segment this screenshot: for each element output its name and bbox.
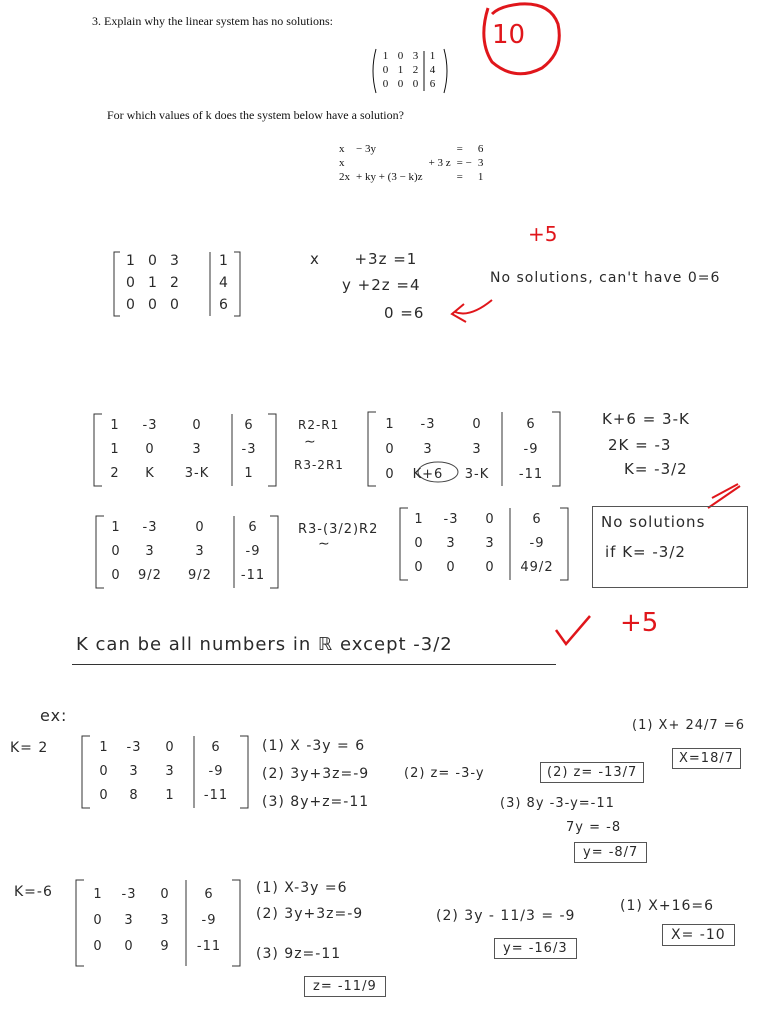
system-row: x + 3 z = − 3 (339, 157, 484, 169)
part1-matrix: 1 0 3 1 0 1 2 4 0 0 0 6 (112, 250, 242, 318)
row-op-r3: R3-2R1 (294, 458, 344, 472)
grade-part2: +5 (620, 608, 659, 638)
row-op-tilde: ∼ (304, 434, 317, 450)
ex1-y-line-1: (3) 8y -3-y=-11 (500, 796, 615, 811)
part2-matrix-2: 1 -3 0 6 0 3 3 -9 0 K+6 3-K -11 (366, 410, 562, 488)
system-row: 2x + ky + (3 − k)z = 1 (339, 171, 484, 183)
side-calc-2: 2K = -3 (608, 436, 672, 454)
ex1-y-box: y= -8/7 (574, 842, 647, 863)
row-op-tilde-2: ∼ (318, 536, 331, 552)
part1-eq2: y +2z =4 (342, 276, 421, 294)
ex1-eq3: (3) 8y+z=-11 (262, 794, 370, 810)
part2-matrix-3: 1 -3 0 6 0 3 3 -9 0 9/2 9/2 -11 (94, 514, 280, 590)
ex2-x-line: (1) X+16=6 (620, 898, 715, 914)
problem-prompt: 3. Explain why the linear system has no solutions: (92, 14, 333, 28)
conclusion-underline (72, 664, 556, 665)
grade-part1: +5 (528, 222, 558, 246)
ex2-eq1: (1) X-3y =6 (256, 880, 348, 896)
ex2-eq2: (2) 3y+3z=-9 (256, 906, 364, 922)
ex2-matrix: 1 -3 0 6 0 3 3 -9 0 0 9 -11 (74, 878, 242, 968)
part1-eq3: 0 =6 (384, 304, 425, 322)
side-calc-1: K+6 = 3-K (602, 410, 690, 428)
row-op-r2: R2-R1 (298, 418, 340, 432)
box-line-1: No solutions (601, 513, 706, 531)
part2-matrix-1: 1 -3 0 6 1 0 3 -3 2 K 3-K 1 (92, 412, 278, 488)
ex1-eq2: (2) 3y+3z=-9 (262, 766, 370, 782)
ex1-matrix: 1 -3 0 6 0 3 3 -9 0 8 1 -11 (80, 734, 250, 810)
ex2-x-box: X= -10 (662, 924, 735, 946)
grade-total: 10 (492, 20, 526, 50)
ex2-y-box: y= -16/3 (494, 938, 577, 959)
ex2-k: K=-6 (14, 884, 53, 900)
part1-note: No solutions, can't have 0=6 (490, 270, 721, 286)
ex1-z-box: (2) z= -13/7 (540, 762, 644, 783)
ex2-y-line: (2) 3y - 11/3 = -9 (436, 908, 576, 924)
conclusion: K can be all numbers in ℝ except -3/2 (76, 634, 453, 655)
ex1-x-box: X=18/7 (672, 748, 741, 769)
ex2-eq3: (3) 9z=-11 (256, 946, 342, 962)
box-line-2: if K= -3/2 (605, 543, 686, 561)
no-solution-box (592, 506, 748, 588)
ex1-eq2b: (2) z= -3-y (404, 766, 485, 781)
ex2-z-box: z= -11/9 (304, 976, 386, 997)
ex1-x-line: (1) X+ 24/7 =6 (632, 718, 745, 733)
problem-question: For which values of k does the system below have a solution? (107, 108, 404, 122)
ex1-y-line-2: 7y = -8 (566, 820, 622, 835)
problem-matrix: 1 0 3 1 0 1 2 4 0 0 0 6 (370, 48, 450, 94)
system-row: x − 3y = 6 (339, 143, 484, 155)
problem-number: 3. (92, 14, 101, 28)
ex1-eq1: (1) X -3y = 6 (262, 738, 366, 754)
part1-eq1: x +3z =1 (310, 250, 418, 268)
examples-label: ex: (40, 706, 68, 725)
ex1-k: K= 2 (10, 740, 49, 756)
part2-matrix-4: 1 -3 0 6 0 3 3 -9 0 0 0 49/2 (398, 506, 570, 582)
row-op-r3-scaled: R3-(3/2)R2 (298, 522, 379, 537)
side-calc-3: K= -3/2 (624, 460, 688, 478)
